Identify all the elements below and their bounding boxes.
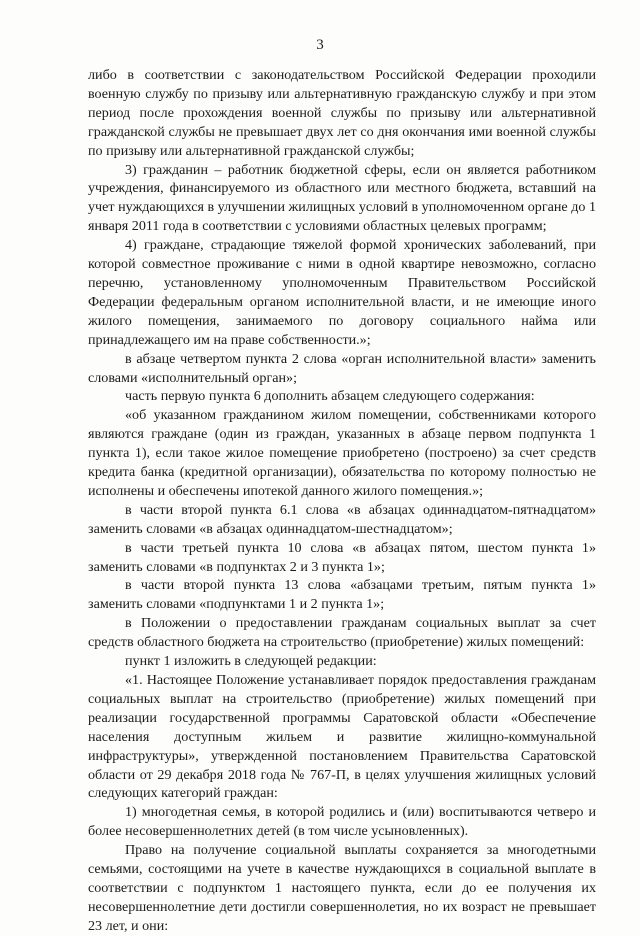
paragraph: в части второй пункта 13 слова «абзацами третьим, пятым пункта 1» заменить словами «подпунктами 1 и 2 пункта 1»; — [88, 577, 596, 613]
paragraph: «1. Настоящее Положение устанавливает порядок предоставления гражданам социальных выплат на строительство (приобретение) жилых помещений при реализации государственной программы Саратовской области «Обеспечение населения доступным жильем и развитие жилищно-коммунальной инфраструктуры», утвержденной постановлением Правительства Саратовской области от 29 декабря 2018 года № 767-П, в целях улучшения жилищных условий следующих категорий граждан: — [88, 672, 596, 802]
paragraph: в Положении о предоставлении гражданам социальных выплат за счет средств областного бюджета на строительство (приобретение) жилых помещений: — [88, 615, 596, 651]
paragraph: пункт 1 изложить в следующей редакции: — [125, 653, 377, 670]
paragraph: в абзаце четвертом пункта 2 слова «орган исполнительной власти» заменить словами «исполнительный орган»; — [88, 350, 596, 386]
paragraph: в части второй пункта 6.1 слова «в абзацах одиннадцатом-пятнадцатом» заменить словами «в абзацах одиннадцатом-шестнадцатом»; — [88, 501, 596, 537]
paragraph: Право на получение социальной выплаты сохраняется за многодетными семьями, состоящими на учете в качестве нуждающихся в социальной выплате в соответствии с подпунктом 1 настоящего пункта, если до ее получения их несовершеннолетние дети достигли совершеннолетия, но их возраст не превышает 23 лет, и они: — [88, 842, 596, 934]
paragraph: 3) гражданин – работник бюджетной сферы, если он является работником учреждения, финансируемого из областного или местного бюджета, вставший на учет нуждающихся в улучшении жилищных условий в уполномоченном органе до 1 января 2011 года в соответствии с условиями областных целевых программ; — [88, 161, 596, 235]
paragraph: в части третьей пункта 10 слова «в абзацах пятом, шестом пункта 1» заменить словами «в подпунктах 2 и 3 пункта 1»; — [88, 539, 596, 575]
paragraph: 4) граждане, страдающие тяжелой формой хронических заболеваний, при которой совместное проживание с ними в одной квартире невозможно, согласно перечню, установленному уполномоченным Правительством Российской Федерации федеральным органом исполнительной власти, и не имеющие иного жилого помещения, занимаемого по договору социального найма или принадлежащего им на праве собственности.»; — [88, 237, 596, 348]
page-number: 3 — [316, 37, 324, 53]
paragraph: либо в соответствии с законодательством Российской Федерации проходили военную службу по призыву или альтернативную гражданскую службу и при этом период после прохождения военной службы по призыву или альтернативной гражданской службы не превышает двух лет со дня окончания ими военной службы по призыву или альтернативной гражданской службы; — [88, 67, 596, 159]
paragraph: «об указанном гражданином жилом помещении, собственниками которого являются граждане (один из граждан, указанных в абзаце первом подпункта 1 пункта 1), если такое жилое помещение приобретено (построено) за счет средств кредита банка (кредитной организации), обязательства по которому полностью не исполнены и обеспечены ипотекой данного жилого помещения.»; — [88, 407, 596, 499]
document-body — [88, 66, 596, 936]
paragraph: 1) многодетная семья, в которой родились и (или) воспитываются четверо и более несовершеннолетних детей (в том числе усыновленных). — [88, 804, 596, 840]
paragraph: часть первую пункта 6 дополнить абзацем следующего содержания: — [125, 388, 535, 405]
